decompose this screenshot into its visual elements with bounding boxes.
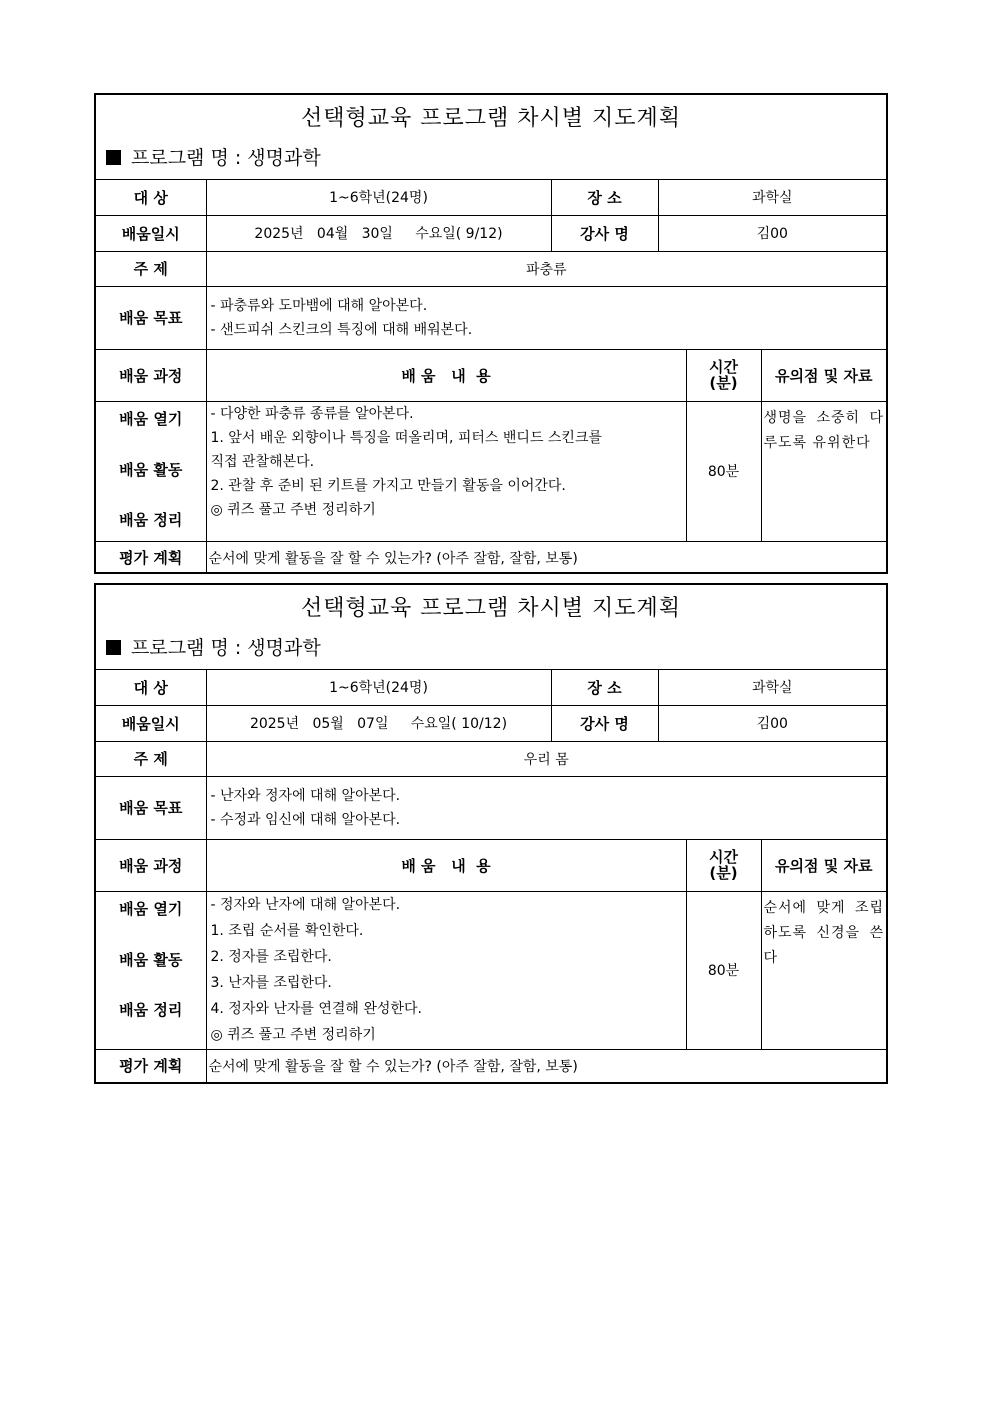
date-value: 2025년 04월 30일 수요일( 9/12) bbox=[206, 215, 551, 251]
process-activity: 배움 활동 bbox=[119, 460, 183, 479]
process-label: 배움 과정 bbox=[96, 349, 206, 401]
time-header bbox=[686, 839, 761, 891]
process-closing: 배움 정리 bbox=[119, 510, 183, 529]
square-bullet-icon bbox=[106, 150, 121, 165]
time-value: 80분 bbox=[686, 891, 761, 1049]
goal-list bbox=[206, 776, 886, 839]
content-line: 직접 관찰해본다. bbox=[210, 453, 315, 470]
notes-label: 유의점 및 자료 bbox=[761, 839, 886, 891]
topic-row bbox=[96, 251, 886, 286]
plan-table bbox=[96, 670, 886, 1082]
place-label: 장 소 bbox=[551, 670, 658, 705]
content-label: 배 움 내 용 bbox=[206, 349, 686, 401]
date-label: 배움일시 bbox=[96, 215, 206, 251]
content-line: 2. 정자를 조립한다. bbox=[210, 948, 332, 965]
topic-value: 우리 몸 bbox=[206, 741, 886, 776]
instructor-value: 김00 bbox=[658, 705, 886, 741]
notes-label: 유의점 및 자료 bbox=[761, 349, 886, 401]
content-line: 3. 난자를 조립한다. bbox=[210, 974, 332, 991]
eval-label: 평가 계획 bbox=[96, 1049, 206, 1082]
instructor-label: 강사 명 bbox=[551, 705, 658, 741]
goal-item: - 파충류와 도마뱀에 대해 알아본다. bbox=[210, 297, 428, 314]
content-line: - 정자와 난자에 대해 알아본다. bbox=[210, 896, 401, 913]
program-name bbox=[106, 143, 321, 170]
eval-value: 순서에 맞게 활동을 잘 할 수 있는가? (아주 잘함, 잘함, 보통) bbox=[206, 541, 886, 574]
square-bullet-icon bbox=[106, 640, 121, 655]
content-lines bbox=[206, 401, 686, 541]
process-header-row bbox=[96, 839, 886, 891]
lesson-plan-2 bbox=[94, 583, 888, 1084]
content-line: - 다양한 파충류 종류를 알아본다. bbox=[210, 405, 414, 422]
process-header-row bbox=[96, 349, 886, 401]
goal-label: 배움 목표 bbox=[96, 776, 206, 839]
process-label: 배움 과정 bbox=[96, 839, 206, 891]
eval-row bbox=[96, 1049, 886, 1082]
time-unit-label: (분) bbox=[709, 374, 738, 392]
time-unit-label: (분) bbox=[709, 864, 738, 882]
plan-header bbox=[96, 585, 886, 670]
plan-header bbox=[96, 95, 886, 180]
process-body-row bbox=[96, 401, 886, 541]
program-name-text: 프로그램 명 : 생명과학 bbox=[131, 147, 321, 169]
content-label: 배 움 내 용 bbox=[206, 839, 686, 891]
goal-row bbox=[96, 776, 886, 839]
target-label: 대 상 bbox=[96, 670, 206, 705]
program-name bbox=[106, 633, 321, 660]
time-label: 시간 bbox=[709, 848, 738, 866]
goal-row bbox=[96, 286, 886, 349]
place-value: 과학실 bbox=[658, 670, 886, 705]
goal-item: - 난자와 정자에 대해 알아본다. bbox=[210, 787, 401, 804]
content-line: 4. 정자와 난자를 연결해 완성한다. bbox=[210, 1000, 422, 1017]
plan-title: 선택형교육 프로그램 차시별 지도계획 bbox=[300, 106, 681, 131]
content-line: ◎ 퀴즈 풀고 주변 정리하기 bbox=[210, 1026, 376, 1043]
lesson-plan-1 bbox=[94, 93, 888, 574]
time-header bbox=[686, 349, 761, 401]
time-label: 시간 bbox=[709, 358, 738, 376]
eval-value: 순서에 맞게 활동을 잘 할 수 있는가? (아주 잘함, 잘함, 보통) bbox=[206, 1049, 886, 1082]
topic-label: 주 제 bbox=[96, 251, 206, 286]
process-body-row bbox=[96, 891, 886, 1049]
goal-item: - 샌드피쉬 스킨크의 특징에 대해 배워본다. bbox=[210, 321, 473, 338]
date-value: 2025년 05월 07일 수요일( 10/12) bbox=[206, 705, 551, 741]
content-lines bbox=[206, 891, 686, 1049]
goal-item: - 수정과 임신에 대해 알아본다. bbox=[210, 811, 401, 828]
eval-row bbox=[96, 541, 886, 574]
notes-value: 순서에 맞게 조립하도록 신경을 쓴다 bbox=[761, 891, 886, 1049]
plan-table bbox=[96, 180, 886, 574]
time-value: 80분 bbox=[686, 401, 761, 541]
topic-value: 파충류 bbox=[206, 251, 886, 286]
process-steps bbox=[96, 401, 206, 541]
target-value: 1~6학년(24명) bbox=[206, 670, 551, 705]
target-label: 대 상 bbox=[96, 180, 206, 215]
date-row bbox=[96, 215, 886, 251]
date-label: 배움일시 bbox=[96, 705, 206, 741]
eval-label: 평가 계획 bbox=[96, 541, 206, 574]
date-row bbox=[96, 705, 886, 741]
target-row bbox=[96, 670, 886, 705]
process-steps bbox=[96, 891, 206, 1049]
notes-value: 생명을 소중히 다루도록 유위한다 bbox=[761, 401, 886, 541]
target-row bbox=[96, 180, 886, 215]
content-line: 1. 조립 순서를 확인한다. bbox=[210, 922, 364, 939]
topic-label: 주 제 bbox=[96, 741, 206, 776]
plan-title: 선택형교육 프로그램 차시별 지도계획 bbox=[300, 596, 681, 621]
place-value: 과학실 bbox=[658, 180, 886, 215]
content-line: 2. 관찰 후 준비 된 키트를 가지고 만들기 활동을 이어간다. bbox=[210, 477, 566, 494]
process-activity: 배움 활동 bbox=[119, 950, 183, 969]
instructor-value: 김00 bbox=[658, 215, 886, 251]
place-label: 장 소 bbox=[551, 180, 658, 215]
goal-list bbox=[206, 286, 886, 349]
process-opening: 배움 열기 bbox=[119, 409, 183, 428]
content-line: ◎ 퀴즈 풀고 주변 정리하기 bbox=[210, 501, 376, 518]
goal-label: 배움 목표 bbox=[96, 286, 206, 349]
program-name-text: 프로그램 명 : 생명과학 bbox=[131, 637, 321, 659]
instructor-label: 강사 명 bbox=[551, 215, 658, 251]
topic-row bbox=[96, 741, 886, 776]
process-closing: 배움 정리 bbox=[119, 1000, 183, 1019]
content-line: 1. 앞서 배운 외향이나 특징을 떠올리며, 피터스 밴디드 스킨크를 bbox=[210, 429, 603, 446]
process-opening: 배움 열기 bbox=[119, 899, 183, 918]
target-value: 1~6학년(24명) bbox=[206, 180, 551, 215]
